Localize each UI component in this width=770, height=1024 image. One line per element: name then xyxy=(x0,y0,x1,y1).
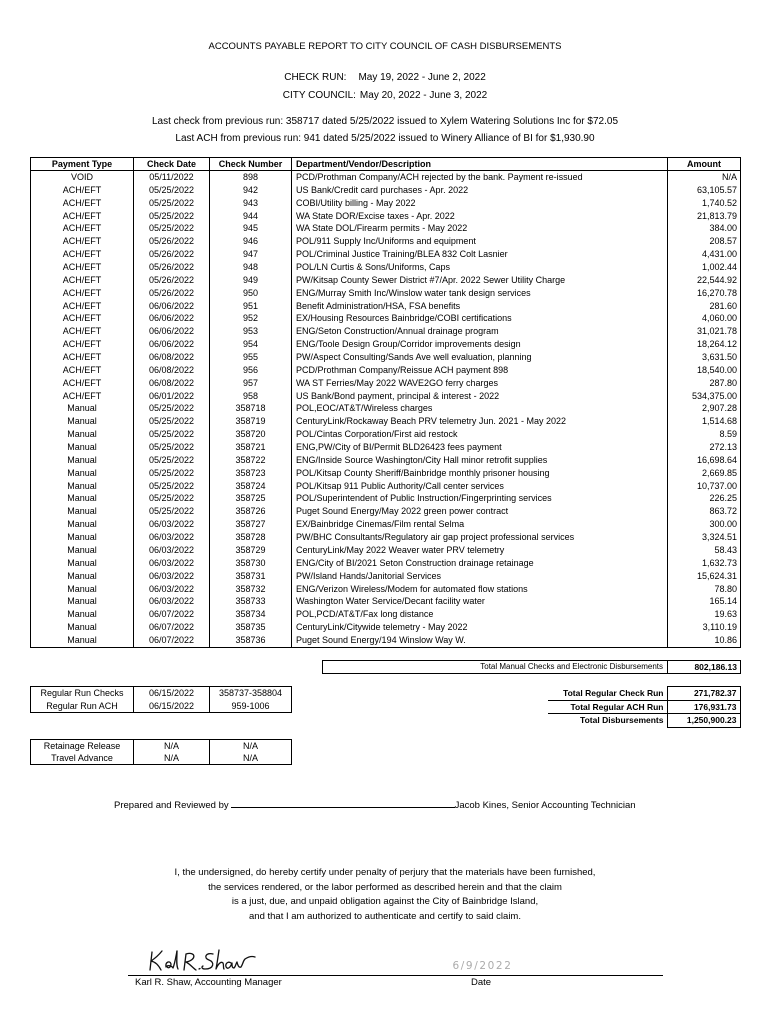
check-number-cell: 947 xyxy=(210,248,292,261)
check-date-cell: 05/25/2022 xyxy=(134,222,210,235)
check-date-cell: 05/26/2022 xyxy=(134,235,210,248)
amount-cell: 16,698.64 xyxy=(668,454,741,467)
total-label: Total Regular Check Run xyxy=(548,687,667,701)
table-row xyxy=(31,171,741,184)
city-council-label: CITY COUNCIL: xyxy=(282,90,356,101)
payment-type-cell: Manual xyxy=(31,595,134,608)
payment-type-cell: Manual xyxy=(31,480,134,493)
check-number-cell: 358729 xyxy=(210,544,292,557)
other-item-row xyxy=(31,740,292,753)
amount-cell: 78.80 xyxy=(668,583,741,596)
description-cell: ENG/Verizon Wireless/Modem for automated flow stations xyxy=(292,583,668,596)
description-cell: ENG/Seton Construction/Annual drainage program xyxy=(292,325,668,338)
payment-type-cell: ACH/EFT xyxy=(31,364,134,377)
payment-type-cell: Manual xyxy=(31,518,134,531)
table-row xyxy=(31,583,741,596)
description-cell: EX/Bainbridge Cinemas/Film rental Selma xyxy=(292,518,668,531)
preparer-name: Jacob Kines, Senior Accounting Technician xyxy=(454,800,636,811)
table-row xyxy=(31,441,741,454)
check-number-cell: 358737-358804 xyxy=(210,687,292,700)
city-council-line xyxy=(0,90,770,102)
check-number-cell: 945 xyxy=(210,222,292,235)
payment-type-cell: ACH/EFT xyxy=(31,312,134,325)
check-number-cell: N/A xyxy=(210,740,292,753)
table-row xyxy=(31,518,741,531)
check-number-cell: 956 xyxy=(210,364,292,377)
amount-cell: 3,324.51 xyxy=(668,531,741,544)
amount-cell: 10,737.00 xyxy=(668,480,741,493)
check-date-cell: 06/07/2022 xyxy=(134,621,210,634)
check-run-dates: May 19, 2022 - June 2, 2022 xyxy=(358,72,486,83)
payment-type-cell: Manual xyxy=(31,570,134,583)
table-row xyxy=(31,595,741,608)
table-row xyxy=(31,402,741,415)
check-date-cell: 05/25/2022 xyxy=(134,480,210,493)
check-number-cell: 944 xyxy=(210,210,292,223)
check-date-cell: 05/25/2022 xyxy=(134,467,210,480)
payment-type-cell: Manual xyxy=(31,557,134,570)
table-row xyxy=(31,197,741,210)
check-date-cell: 05/25/2022 xyxy=(134,210,210,223)
certification-line: and that I am authorized to authenticate and certify to said claim. xyxy=(249,911,521,923)
certification-line: the services rendered, or the labor performed as described herein and that the claim xyxy=(208,881,562,893)
check-date-cell: 06/15/2022 xyxy=(134,700,210,713)
disbursements-table xyxy=(30,157,741,648)
amount-cell: 863.72 xyxy=(668,505,741,518)
table-row xyxy=(31,531,741,544)
check-number-cell: 358730 xyxy=(210,557,292,570)
check-number-cell: 358732 xyxy=(210,583,292,596)
table-row xyxy=(31,428,741,441)
total-row xyxy=(548,714,740,728)
check-date-cell: 06/06/2022 xyxy=(134,312,210,325)
payment-type-cell: VOID xyxy=(31,171,134,184)
payment-type-cell: Manual xyxy=(31,467,134,480)
check-number-cell: 959-1006 xyxy=(210,700,292,713)
amount-cell: 300.00 xyxy=(668,518,741,531)
table-row xyxy=(31,248,741,261)
table-row xyxy=(31,222,741,235)
check-date-cell: 05/25/2022 xyxy=(134,505,210,518)
description-cell: CenturyLink/Citywide telemetry - May 2022 xyxy=(292,621,668,634)
amount-cell: N/A xyxy=(668,171,741,184)
check-number-cell: 358731 xyxy=(210,570,292,583)
table-row xyxy=(31,557,741,570)
description-cell: Puget Sound Energy/May 2022 green power contract xyxy=(292,505,668,518)
table-row xyxy=(31,415,741,428)
check-date-cell: 05/25/2022 xyxy=(134,415,210,428)
check-date-cell: N/A xyxy=(134,752,210,765)
description-cell: ENG,PW/City of BI/Permit BLD26423 fees payment xyxy=(292,441,668,454)
amount-cell: 1,514.68 xyxy=(668,415,741,428)
check-number-cell: 942 xyxy=(210,184,292,197)
check-number-cell: 358721 xyxy=(210,441,292,454)
report-title: ACCOUNTS PAYABLE REPORT TO CITY COUNCIL OF CASH DISBURSEMENTS xyxy=(208,41,562,52)
amount-cell: 2,669.85 xyxy=(668,467,741,480)
payment-type-cell: Manual xyxy=(31,583,134,596)
check-date-cell: 06/03/2022 xyxy=(134,583,210,596)
signer-name: Karl R. Shaw, Accounting Manager xyxy=(135,977,282,988)
prepared-by-label: Prepared and Reviewed by xyxy=(114,800,229,811)
check-date-header: Check Date xyxy=(134,158,210,171)
payment-type-cell: ACH/EFT xyxy=(31,338,134,351)
check-number-cell: 946 xyxy=(210,235,292,248)
check-number-cell: 953 xyxy=(210,325,292,338)
check-number-cell: 952 xyxy=(210,312,292,325)
description-cell: POL/LN Curtis & Sons/Uniforms, Caps xyxy=(292,261,668,274)
check-date-cell: 06/06/2022 xyxy=(134,338,210,351)
amount-cell: 21,813.79 xyxy=(668,210,741,223)
description-cell: POL/Kitsap 911 Public Authority/Call center services xyxy=(292,480,668,493)
check-number-cell: 358720 xyxy=(210,428,292,441)
check-number-cell: 358719 xyxy=(210,415,292,428)
total-row xyxy=(548,687,740,701)
manual-total-table xyxy=(322,660,741,674)
table-row xyxy=(31,338,741,351)
description-cell: POL,PCD/AT&T/Fax long distance xyxy=(292,608,668,621)
description-cell: POL/Superintendent of Public Instruction/Fingerprinting services xyxy=(292,492,668,505)
table-row xyxy=(31,480,741,493)
payment-type-cell: ACH/EFT xyxy=(31,351,134,364)
check-date-cell: 06/06/2022 xyxy=(134,300,210,313)
table-row xyxy=(31,235,741,248)
amount-cell: 281.60 xyxy=(668,300,741,313)
payment-type-cell: ACH/EFT xyxy=(31,390,134,403)
check-number-cell: 950 xyxy=(210,287,292,300)
check-number-cell: 358736 xyxy=(210,634,292,647)
check-number-cell: 954 xyxy=(210,338,292,351)
check-date-cell: 05/26/2022 xyxy=(134,248,210,261)
check-date-cell: 05/25/2022 xyxy=(134,197,210,210)
payment-type-cell: ACH/EFT xyxy=(31,261,134,274)
check-number-cell: 358734 xyxy=(210,608,292,621)
signature-date-value: 6/9/2022 xyxy=(452,960,513,972)
amount-cell: 8.59 xyxy=(668,428,741,441)
check-date-cell: 05/25/2022 xyxy=(134,184,210,197)
last-ach-note: Last ACH from previous run: 941 dated 5/25/2022 issued to Winery Alliance of BI for $1,930.90 xyxy=(175,133,595,144)
check-number-cell: 358728 xyxy=(210,531,292,544)
check-date-cell: 05/11/2022 xyxy=(134,171,210,184)
check-number-cell: 898 xyxy=(210,171,292,184)
description-header: Department/Vendor/Description xyxy=(292,158,668,171)
check-date-cell: 06/08/2022 xyxy=(134,377,210,390)
check-number-cell: 957 xyxy=(210,377,292,390)
date-label: Date xyxy=(471,977,492,988)
table-header-row xyxy=(31,158,741,171)
amount-cell: 19.63 xyxy=(668,608,741,621)
description-cell: WA ST Ferries/May 2022 WAVE2GO ferry charges xyxy=(292,377,668,390)
description-cell: ENG/Toole Design Group/Corridor improvements design xyxy=(292,338,668,351)
amount-cell: 226.25 xyxy=(668,492,741,505)
check-date-cell: 06/03/2022 xyxy=(134,518,210,531)
total-amount: 802,186.13 xyxy=(668,661,741,674)
payment-type-cell: ACH/EFT xyxy=(31,235,134,248)
table-row xyxy=(31,544,741,557)
amount-cell: 63,105.57 xyxy=(668,184,741,197)
check-date-cell: 06/08/2022 xyxy=(134,351,210,364)
check-number-cell: N/A xyxy=(210,752,292,765)
amount-cell: 10.86 xyxy=(668,634,741,647)
description-cell: US Bank/Credit card purchases - Apr. 2022 xyxy=(292,184,668,197)
table-row xyxy=(31,364,741,377)
prepared-signature-blank xyxy=(231,798,455,808)
total-amount: 176,931.73 xyxy=(667,700,740,714)
amount-cell: 272.13 xyxy=(668,441,741,454)
check-date-cell: 05/25/2022 xyxy=(134,428,210,441)
check-date-cell: 05/25/2022 xyxy=(134,402,210,415)
check-number-cell: 951 xyxy=(210,300,292,313)
payment-type-cell: Regular Run Checks xyxy=(31,687,134,700)
check-number-cell: 943 xyxy=(210,197,292,210)
table-row xyxy=(31,261,741,274)
regular-run-row xyxy=(31,687,292,700)
amount-cell: 1,632.73 xyxy=(668,557,741,570)
other-item-row xyxy=(31,752,292,765)
amount-cell: 534,375.00 xyxy=(668,390,741,403)
amount-cell: 4,431.00 xyxy=(668,248,741,261)
payment-type-cell: Manual xyxy=(31,544,134,557)
certification-line: is a just, due, and unpaid obligation against the City of Bainbridge Island, xyxy=(231,896,539,908)
check-date-cell: 06/07/2022 xyxy=(134,608,210,621)
amount-header: Amount xyxy=(668,158,741,171)
description-cell: PCD/Prothman Company/Reissue ACH payment 898 xyxy=(292,364,668,377)
payment-type-cell: Manual xyxy=(31,402,134,415)
check-number-cell: 358733 xyxy=(210,595,292,608)
check-date-cell: 05/25/2022 xyxy=(134,454,210,467)
check-number-cell: 948 xyxy=(210,261,292,274)
payment-type-cell: Manual xyxy=(31,454,134,467)
check-number-cell: 358727 xyxy=(210,518,292,531)
table-row xyxy=(31,492,741,505)
table-row xyxy=(31,634,741,647)
check-date-cell: 05/26/2022 xyxy=(134,261,210,274)
total-row xyxy=(323,661,741,674)
table-row xyxy=(31,351,741,364)
other-items-table xyxy=(30,739,292,765)
payment-type-cell: Travel Advance xyxy=(31,752,134,765)
last-check-note: Last check from previous run: 358717 dated 5/25/2022 issued to Xylem Watering Solutions Inc for $72.05 xyxy=(151,116,618,127)
description-cell: CenturyLink/May 2022 Weaver water PRV telemetry xyxy=(292,544,668,557)
description-cell: Benefit Administration/HSA, FSA benefits xyxy=(292,300,668,313)
total-label: Total Disbursements xyxy=(548,714,667,728)
amount-cell: 18,540.00 xyxy=(668,364,741,377)
check-date-cell: 06/15/2022 xyxy=(134,687,210,700)
check-run-label: CHECK RUN: xyxy=(284,72,347,83)
total-row xyxy=(548,700,740,714)
description-cell: POL/911 Supply Inc/Uniforms and equipment xyxy=(292,235,668,248)
check-date-cell: 05/26/2022 xyxy=(134,287,210,300)
table-row xyxy=(31,454,741,467)
description-cell: PW/Kitsap County Sewer District #7/Apr. 2022 Sewer Utility Charge xyxy=(292,274,668,287)
payment-type-cell: Manual xyxy=(31,441,134,454)
amount-cell: 22,544.92 xyxy=(668,274,741,287)
amount-cell: 3,110.19 xyxy=(668,621,741,634)
payment-type-cell: Manual xyxy=(31,634,134,647)
payment-type-cell: Manual xyxy=(31,608,134,621)
description-cell: PW/BHC Consultants/Regulatory air gap project professional services xyxy=(292,531,668,544)
description-cell: Puget Sound Energy/194 Winslow Way W. xyxy=(292,634,668,647)
check-date-cell: 05/25/2022 xyxy=(134,441,210,454)
amount-cell: 1,002.44 xyxy=(668,261,741,274)
description-cell: POL,EOC/AT&T/Wireless charges xyxy=(292,402,668,415)
payment-type-cell: ACH/EFT xyxy=(31,325,134,338)
amount-cell: 18,264.12 xyxy=(668,338,741,351)
payment-type-cell: Regular Run ACH xyxy=(31,700,134,713)
check-date-cell: 06/01/2022 xyxy=(134,390,210,403)
amount-cell: 31,021.78 xyxy=(668,325,741,338)
check-number-cell: 358725 xyxy=(210,492,292,505)
payment-type-cell: ACH/EFT xyxy=(31,377,134,390)
amount-cell: 58.43 xyxy=(668,544,741,557)
check-number-cell: 358726 xyxy=(210,505,292,518)
check-date-cell: 06/07/2022 xyxy=(134,634,210,647)
total-label: Total Regular ACH Run xyxy=(548,700,667,714)
description-cell: CenturyLink/Rockaway Beach PRV telemetry Jun. 2021 - May 2022 xyxy=(292,415,668,428)
check-number-cell: 358718 xyxy=(210,402,292,415)
city-council-dates: May 20, 2022 - June 3, 2022 xyxy=(359,90,488,101)
check-number-cell: 955 xyxy=(210,351,292,364)
description-cell: PCD/Prothman Company/ACH rejected by the bank. Payment re-issued xyxy=(292,171,668,184)
check-run-line xyxy=(0,72,770,84)
certification-statement xyxy=(0,866,770,925)
check-number-header: Check Number xyxy=(210,158,292,171)
prepared-by-line xyxy=(114,798,636,812)
payment-type-cell: Manual xyxy=(31,531,134,544)
payment-type-header: Payment Type xyxy=(31,158,134,171)
description-cell: POL/Kitsap County Sheriff/Bainbridge monthly prisoner housing xyxy=(292,467,668,480)
description-cell: PW/Island Hands/Janitorial Services xyxy=(292,570,668,583)
check-date-cell: 06/03/2022 xyxy=(134,557,210,570)
certification-line: I, the undersigned, do hereby certify under penalty of perjury that the materials have been furnished, xyxy=(174,867,596,878)
table-row xyxy=(31,312,741,325)
table-row xyxy=(31,325,741,338)
payment-type-cell: ACH/EFT xyxy=(31,300,134,313)
description-cell: ENG/City of BI/2021 Seton Construction drainage retainage xyxy=(292,557,668,570)
table-row xyxy=(31,621,741,634)
table-row xyxy=(31,300,741,313)
description-cell: PW/Aspect Consulting/Sands Ave well evaluation, planning xyxy=(292,351,668,364)
handwritten-signature xyxy=(146,945,258,975)
total-label: Total Manual Checks and Electronic Disbursements xyxy=(323,661,668,674)
check-number-cell: 358723 xyxy=(210,467,292,480)
description-cell: US Bank/Bond payment, principal & interest - 2022 xyxy=(292,390,668,403)
payment-type-cell: Manual xyxy=(31,492,134,505)
table-row xyxy=(31,390,741,403)
description-cell: WA State DOR/Excise taxes - Apr. 2022 xyxy=(292,210,668,223)
check-number-cell: 358724 xyxy=(210,480,292,493)
check-number-cell: 358722 xyxy=(210,454,292,467)
description-cell: ENG/Inside Source Washington/City Hall minor retrofit supplies xyxy=(292,454,668,467)
check-date-cell: 06/03/2022 xyxy=(134,544,210,557)
table-row xyxy=(31,377,741,390)
regular-run-table xyxy=(30,686,292,713)
payment-type-cell: ACH/EFT xyxy=(31,274,134,287)
description-cell: Washington Water Service/Decant facility water xyxy=(292,595,668,608)
description-cell: COBI/Utility billing - May 2022 xyxy=(292,197,668,210)
amount-cell: 384.00 xyxy=(668,222,741,235)
total-amount: 1,250,900.23 xyxy=(667,714,740,728)
table-row xyxy=(31,210,741,223)
total-amount: 271,782.37 xyxy=(667,687,740,701)
regular-run-row xyxy=(31,700,292,713)
payment-type-cell: ACH/EFT xyxy=(31,287,134,300)
table-row xyxy=(31,505,741,518)
table-row xyxy=(31,467,741,480)
amount-cell: 3,631.50 xyxy=(668,351,741,364)
check-date-cell: N/A xyxy=(134,740,210,753)
table-row xyxy=(31,274,741,287)
check-date-cell: 05/26/2022 xyxy=(134,274,210,287)
signature-rule xyxy=(128,975,663,976)
amount-cell: 1,740.52 xyxy=(668,197,741,210)
amount-cell: 15,624.31 xyxy=(668,570,741,583)
amount-cell: 287.80 xyxy=(668,377,741,390)
amount-cell: 4,060.00 xyxy=(668,312,741,325)
description-cell: ENG/Murray Smith Inc/Winslow water tank design services xyxy=(292,287,668,300)
check-date-cell: 06/06/2022 xyxy=(134,325,210,338)
amount-cell: 2,907.28 xyxy=(668,402,741,415)
payment-type-cell: Retainage Release xyxy=(31,740,134,753)
payment-type-cell: Manual xyxy=(31,505,134,518)
amount-cell: 208.57 xyxy=(668,235,741,248)
payment-type-cell: ACH/EFT xyxy=(31,184,134,197)
check-date-cell: 05/25/2022 xyxy=(134,492,210,505)
amount-cell: 16,270.78 xyxy=(668,287,741,300)
payment-type-cell: ACH/EFT xyxy=(31,222,134,235)
check-date-cell: 06/08/2022 xyxy=(134,364,210,377)
table-row xyxy=(31,608,741,621)
check-date-cell: 06/03/2022 xyxy=(134,531,210,544)
payment-type-cell: Manual xyxy=(31,428,134,441)
description-cell: POL/Cintas Corporation/First aid restock xyxy=(292,428,668,441)
table-row xyxy=(31,570,741,583)
payment-type-cell: ACH/EFT xyxy=(31,210,134,223)
payment-type-cell: Manual xyxy=(31,415,134,428)
description-cell: WA State DOL/Firearm permits - May 2022 xyxy=(292,222,668,235)
check-date-cell: 06/03/2022 xyxy=(134,595,210,608)
table-row xyxy=(31,184,741,197)
description-cell: EX/Housing Resources Bainbridge/COBI certifications xyxy=(292,312,668,325)
payment-type-cell: Manual xyxy=(31,621,134,634)
payment-type-cell: ACH/EFT xyxy=(31,197,134,210)
check-number-cell: 949 xyxy=(210,274,292,287)
check-number-cell: 958 xyxy=(210,390,292,403)
check-date-cell: 06/03/2022 xyxy=(134,570,210,583)
table-row xyxy=(31,287,741,300)
amount-cell: 165.14 xyxy=(668,595,741,608)
description-cell: POL/Criminal Justice Training/BLEA 832 Colt Lasnier xyxy=(292,248,668,261)
payment-type-cell: ACH/EFT xyxy=(31,248,134,261)
check-number-cell: 358735 xyxy=(210,621,292,634)
regular-run-totals xyxy=(548,686,741,728)
